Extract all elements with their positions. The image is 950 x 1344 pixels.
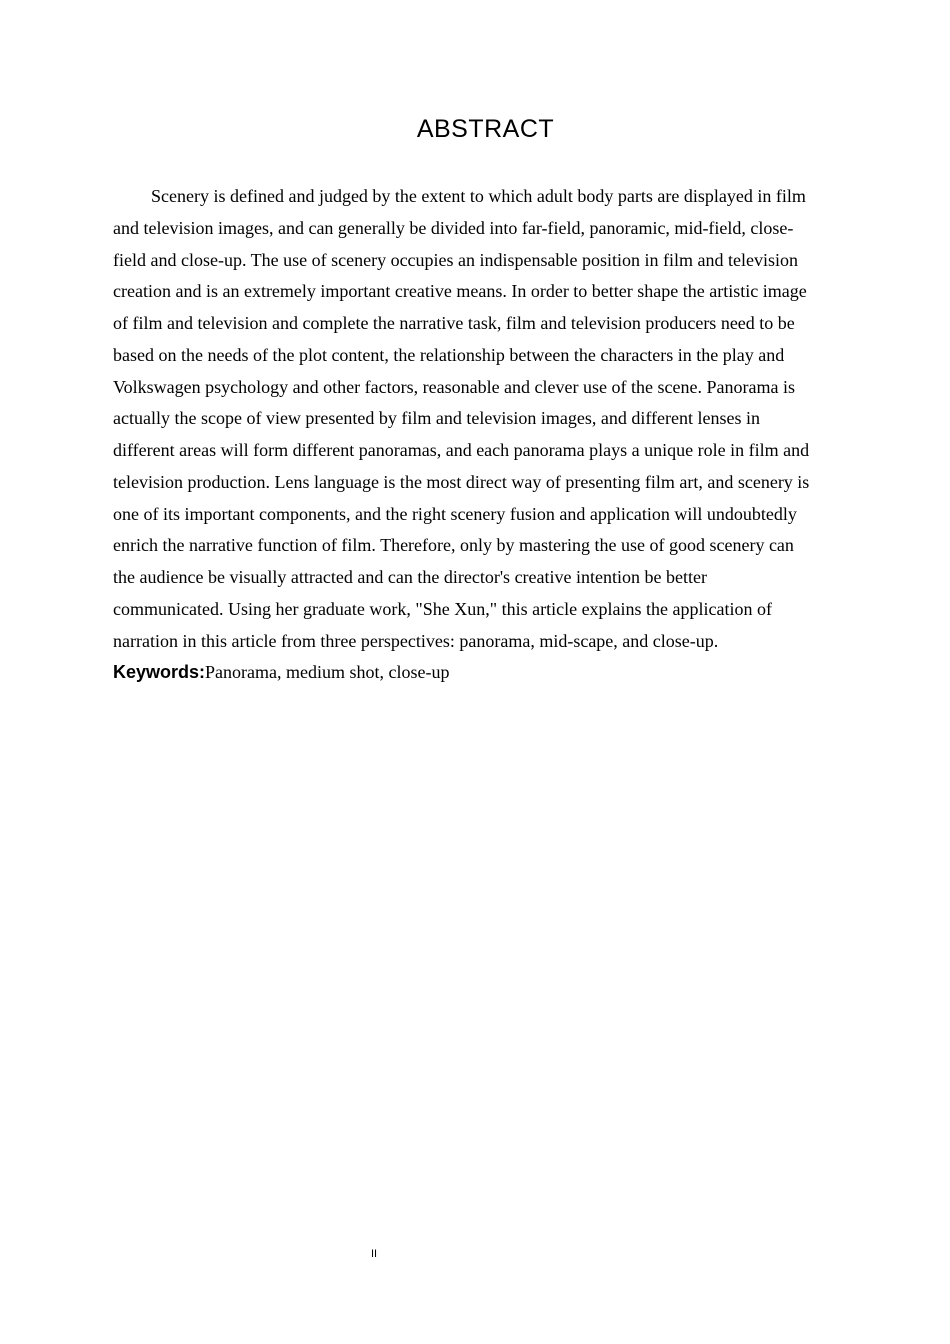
paragraph-line: creation and is an extremely important creative means. In order to better shape the artistic image [113, 281, 807, 302]
paragraph-line: television production. Lens language is the most direct way of presenting film art, and scenery is [113, 471, 810, 492]
paragraph-line: narration in this article from three perspectives: panorama, mid-scape, and close-up. [113, 630, 719, 651]
paragraph-line: the audience be visually attracted and can the director's creative intention be better [113, 567, 707, 588]
paragraph-line: enrich the narrative function of film. Therefore, only by mastering the use of good scenery can [113, 535, 794, 556]
page-number: II [370, 1248, 378, 1260]
paragraph-line: and television images, and can generally be divided into far-field, panoramic, mid-field, close- [113, 217, 794, 238]
paragraph-line: communicated. Using her graduate work, "She Xun," this article explains the application of [113, 598, 773, 619]
paragraph-line: of film and television and complete the narrative task, film and television producers need to be [113, 313, 795, 334]
paragraph-line: Volkswagen psychology and other factors, reasonable and clever use of the scene. Panorama is [113, 376, 795, 397]
abstract-body [113, 181, 858, 689]
paragraph-line: field and close-up. The use of scenery occupies an indispensable position in film and television [113, 249, 798, 270]
paragraph-line: based on the needs of the plot content, the relationship between the characters in the play and [113, 344, 785, 365]
paragraph-line: one of its important components, and the right scenery fusion and application will undoubtedly [113, 503, 797, 524]
abstract-paragraph [113, 181, 858, 657]
paragraph-line: Scenery is defined and judged by the extent to which adult body parts are displayed in film [151, 186, 806, 206]
paragraph-line: actually the scope of view presented by film and television images, and different lenses in [113, 408, 760, 429]
page-title: ABSTRACT [416, 115, 555, 143]
keywords-text: Panorama, medium shot, close-up [205, 662, 450, 683]
keywords-label: Keywords: [113, 662, 206, 683]
paragraph-line: different areas will form different panoramas, and each panorama plays a unique role in film and [113, 440, 810, 461]
keywords-line [113, 657, 858, 689]
